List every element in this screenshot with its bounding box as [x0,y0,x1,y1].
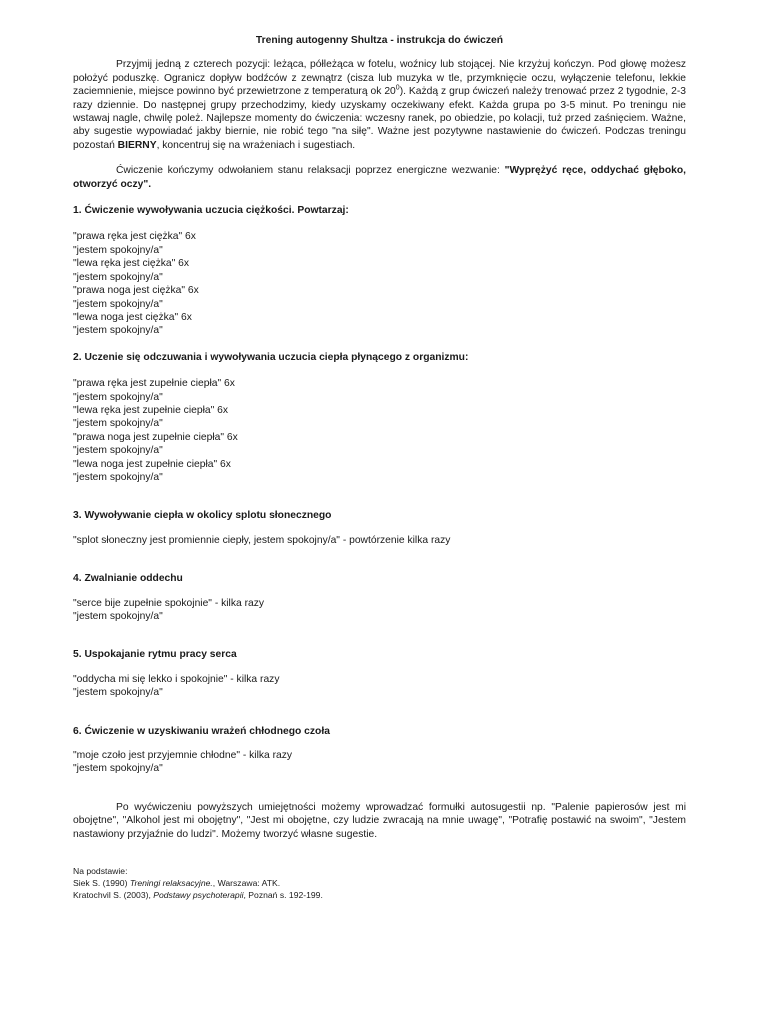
reference-title: Treningi relaksacyjne. [129,877,213,888]
list-item: "jestem spokojny/a" [73,763,163,775]
section-2-list [73,377,686,484]
reference-item [73,878,686,890]
list-item: "jestem spokojny/a" [73,471,163,483]
ending-paragraph [73,164,686,191]
section-1-list [73,230,686,337]
section-1-heading: 1. Ćwiczenie wywoływania uczucia ciężkości. Powtarzaj: [73,205,349,217]
reference-author: Siek S. (1990) [73,877,130,888]
reference-author: Kratochvil S. (2003), [73,889,154,900]
reference-publisher: , Poznań s. 192-199. [243,889,323,900]
document-title: Trening autogenny Shultza - instrukcja do ćwiczeń [255,35,504,46]
intro-bold-word: BIERNY [117,139,157,151]
list-item: "moje czoło jest przyjemnie chłodne" - kilka razy [73,750,293,762]
list-item: "jestem spokojny/a" [73,445,163,457]
document-page [73,34,686,901]
list-item: "prawa ręka jest ciężka" 6x [73,231,196,243]
section-2-heading: 2. Uczenie się odczuwania i wywoływania uczucia ciepła płynącego z organizmu: [73,351,469,363]
list-item: "lewa noga jest ciężka" 6x [73,311,192,323]
list-item: "jestem spokojny/a" [73,611,163,622]
list-item: "serce bije zupełnie spokojnie" - kilka razy [73,597,265,609]
intro-text-1: Przyjmij jedną z czterech pozycji: leżąca, półleżąca w fotelu, woźnicy lub stojącej. Nie krzyżuj kończyn. Pod głowę możesz położyć poduszkę. Ogranicz dopływ bodźców z zewnątrz (cisza lub muzyka w tle, przymknięcie oczu, wyłączenie telefonu, lekkie zaciemnienie, miejsce powinno być przewietrzone z temperaturą ok 20 [73,59,686,98]
list-item: "oddycha mi się lekko i spokojnie" - kilka razy [73,673,280,685]
list-item: "jestem spokojny/a" [73,271,163,283]
degree-superscript: 0 [395,84,400,92]
ending-command: "Wyprężyć ręce, oddychać głęboko, otworzyć oczy". [73,165,686,190]
section-4-heading: 4. Zwalnianie oddechu [73,573,183,585]
intro-text-2: ). Każdą z grup ćwiczeń należy trenować przez 2 tygodnie, 2-3 razy dziennie. Do następnej grupy przechodzimy, kiedy uzyskamy oczekiwany efekt. Każda grupa po 3-5 minut. Po treningu nie wstawaj nagle, chwilę poleż. Najlepsze momenty do ćwiczenia: wczesny ranek, po obiedzie, po kolacji, tuż przed zaśnięciem. Ważne, aby sugestie wypowiadać jakby biernie, nie robić tego "na siłę". Ważne jest pozytywne nastawienie do ćwiczeń. Podczas treningu pozostań [73,86,686,151]
list-item: "prawa noga jest zupełnie ciepła" 6x [73,431,238,443]
references [73,866,686,901]
list-item: "jestem spokojny/a" [73,325,163,337]
reference-item [73,890,686,902]
intro-paragraph [73,58,686,152]
reference-title: Podstawy psychoterapii [153,889,244,900]
intro-text-3: , koncentruj się na wrażeniach i sugestiach. [156,139,356,151]
list-item: "jestem spokojny/a" [73,418,163,430]
list-item: "jestem spokojny/a" [73,687,163,699]
list-item: "jestem spokojny/a" [73,391,163,403]
section-3-heading: 3. Wywoływanie ciepła w okolicy splotu słonecznego [73,510,332,522]
list-item: "lewa ręka jest zupełnie ciepła" 6x [73,404,228,416]
list-item: "jestem spokojny/a" [73,244,163,256]
section-5-heading: 5. Uspokajanie rytmu pracy serca [73,649,237,661]
section-6-heading: 6. Ćwiczenie w uzyskiwaniu wrażeń chłodnego czoła [73,725,330,737]
references-label: Na podstawie: [73,866,128,877]
list-item: "jestem spokojny/a" [73,298,163,310]
list-item: "lewa ręka jest ciężka" 6x [73,258,190,270]
list-item: "prawa noga jest ciężka" 6x [73,285,199,297]
list-item: "prawa ręka jest zupełnie ciepła" 6x [73,378,235,390]
list-item: "splot słoneczny jest promiennie ciepły, jestem spokojny/a" - powtórzenie kilka razy [73,534,451,546]
closing-paragraph: Po wyćwiczeniu powyższych umiejętności możemy wprowadzać formułki autosugestii np. "Palenie papierosów jest mi obojętne", "Alkohol jest mi obojętny", "Jest mi obojętne, czy ludzie zwracają na mnie uwagę", "Potrafię postawić na swoim", "Jestem nastawiony przyjaźnie do ludzi". Możemy tworzyć własne sugestie. [73,801,686,840]
ending-text: Ćwiczenie kończymy odwołaniem stanu relaksacji poprzez energiczne wezwanie: [116,165,505,177]
reference-publisher: , Warszawa: ATK. [212,877,281,888]
list-item: "lewa noga jest zupełnie ciepła" 6x [73,458,231,470]
